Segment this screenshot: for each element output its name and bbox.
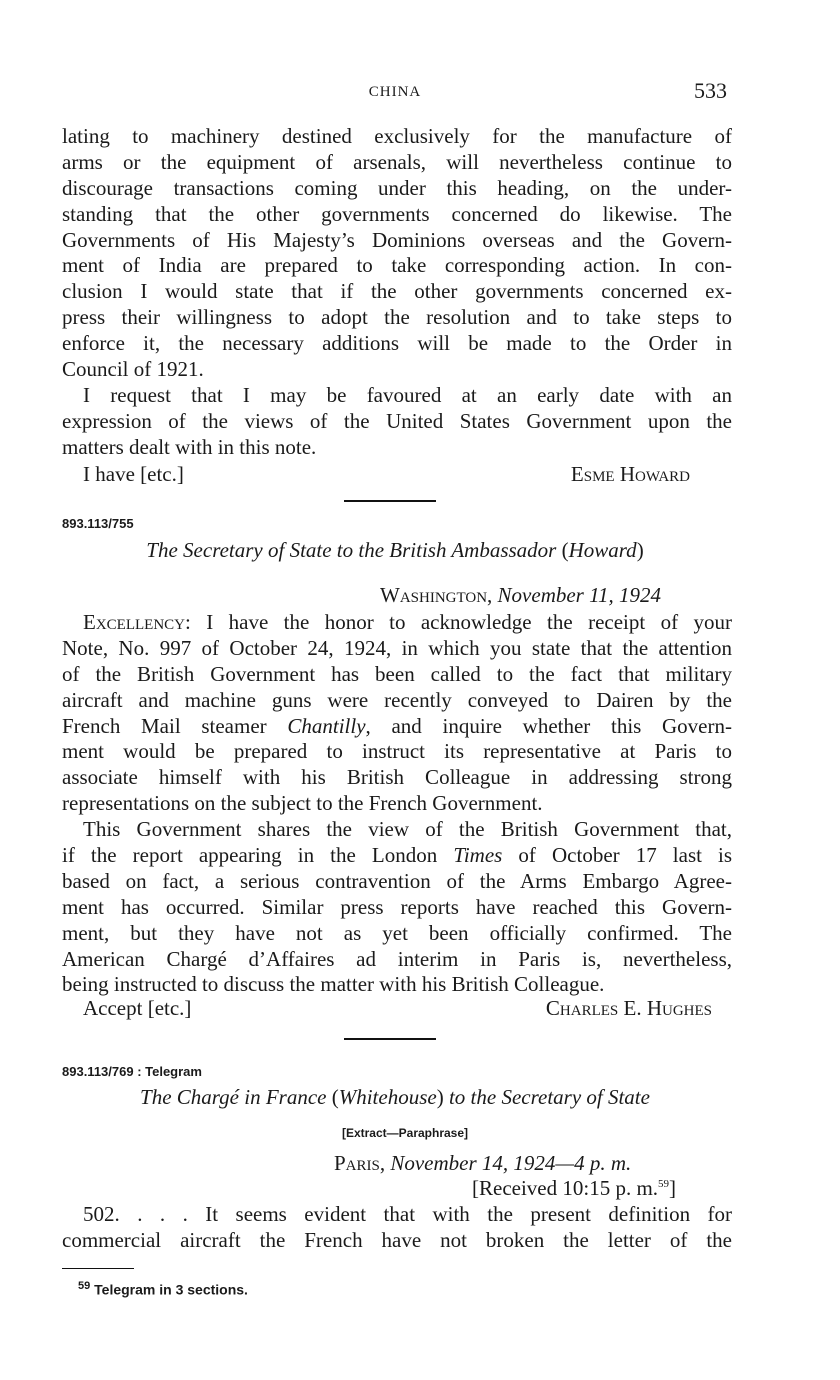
text-line: being instructed to discuss the matter with his British Colleague. xyxy=(62,972,605,997)
text-line: American Chargé d’Affaires ad interim in Paris is, nevertheless, xyxy=(62,946,732,971)
date: November 11, 1924 xyxy=(497,583,662,607)
text-line: lating to machinery destined exclusively for the manufacture of xyxy=(62,124,732,148)
text-line: French Mail steamer Chantilly, and inquire whether this Govern- xyxy=(62,713,732,738)
reply-body xyxy=(62,610,732,998)
section-divider xyxy=(344,1038,436,1040)
footnote-mark: 59 xyxy=(78,1280,91,1292)
closing-row xyxy=(62,462,712,487)
footnote-divider xyxy=(62,1268,134,1269)
received-line: [Received 10:15 p. m.$^{59}$] xyxy=(472,1176,677,1200)
date-place: Paris xyxy=(334,1151,380,1175)
ship-name: Chantilly xyxy=(287,713,366,738)
signature: Charles E. Hughes xyxy=(545,996,712,1020)
text-line: associate himself with his British Colleague in addressing strong xyxy=(62,765,732,790)
text-line: expression of the views of the United States Government upon the xyxy=(62,408,732,433)
telegram-body xyxy=(62,1202,732,1254)
document-heading: The Chargé in France (Whitehouse) to the Secretary of State xyxy=(140,1085,650,1109)
text-line: enforce it, the necessary additions will be made to the Order in xyxy=(62,331,732,356)
text-line: Excellency: I have the honor to acknowledge the receipt of your xyxy=(83,610,732,634)
text-line: clusion I would state that if the other governments concerned ex- xyxy=(62,279,732,304)
footnote xyxy=(78,1280,248,1298)
text-line: Governments of His Majesty’s Dominions overseas and the Govern- xyxy=(62,227,732,252)
text-line: based on fact, a serious contravention of the Arms Embargo Agree- xyxy=(62,868,732,893)
text-line: of the British Government has been called to the fact that military xyxy=(62,661,732,686)
dateline: Washington, November 11, 1924 xyxy=(380,583,662,607)
text-line: arms or the equipment of arsenals, will nevertheless continue to xyxy=(62,149,732,174)
file-number: 893.113/769 : Telegram xyxy=(62,1064,202,1079)
footnote-text: Telegram in 3 sections. xyxy=(94,1281,248,1298)
text-line: Council of 1921. xyxy=(62,357,204,382)
text-line: standing that the other governments concerned do likewise. The xyxy=(62,201,732,226)
text-line: 502. . . . It seems evident that with the present definition for xyxy=(83,1202,732,1226)
heading-text: The Secretary of State to the British Ambassador xyxy=(146,538,557,562)
text-line: ment of India are prepared to take corresponding action. In con- xyxy=(62,253,732,278)
page-number: 533 xyxy=(694,78,727,103)
extract-note: [Extract—Paraphrase] xyxy=(341,1126,469,1140)
closing-text: I have [etc.] xyxy=(83,462,184,486)
text-line: matters dealt with in this note. xyxy=(62,434,317,459)
text-line: ment, but they have not as yet been officially confirmed. The xyxy=(62,920,732,945)
signature: Esme Howard xyxy=(570,462,690,486)
footnote-ref: 59 xyxy=(658,1178,670,1190)
date-place: Washington xyxy=(380,583,488,607)
text-line: if the report appearing in the London Times of October 17 last is xyxy=(62,843,733,868)
text-line: Note, No. 997 of October 24, 1924, in which you state that the attention xyxy=(62,635,732,660)
document-heading: The Secretary of State to the British Ambassador (Howard) xyxy=(146,538,644,562)
text-line: discourage transactions coming under this heading, on the under- xyxy=(62,175,732,200)
newspaper-name: Times xyxy=(453,843,503,868)
text-line: commercial aircraft the French have not broken the letter of the xyxy=(62,1227,732,1252)
closing-text: Accept [etc.] xyxy=(83,996,192,1020)
text-line: press their willingness to adopt the resolution and to take steps to xyxy=(62,305,732,330)
text-line: This Government shares the view of the British Government that, xyxy=(83,817,732,842)
text-line: ment would be prepared to instruct its representative at Paris to xyxy=(62,739,732,764)
dateline: Paris, November 14, 1924—4 p. m. xyxy=(334,1151,632,1175)
text-line: ment has occurred. Similar press reports have reached this Govern- xyxy=(62,894,732,919)
text-line: representations on the subject to the French Government. xyxy=(62,791,543,816)
salutation: Excellency xyxy=(83,610,185,634)
file-number: 893.113/755 xyxy=(62,516,134,531)
closing-row xyxy=(62,996,712,1021)
running-header-title: CHINA xyxy=(368,84,422,100)
date: November 14, 1924—4 p. m. xyxy=(390,1151,632,1175)
text-line: aircraft and machine guns were recently conveyed to Dairen by the xyxy=(62,687,732,712)
note-continuation xyxy=(62,124,732,461)
section-divider xyxy=(344,500,436,502)
heading-name: Whitehouse xyxy=(338,1085,437,1109)
heading-name: Howard xyxy=(568,538,637,562)
text-line: I request that I may be favoured at an early date with an xyxy=(83,382,732,407)
